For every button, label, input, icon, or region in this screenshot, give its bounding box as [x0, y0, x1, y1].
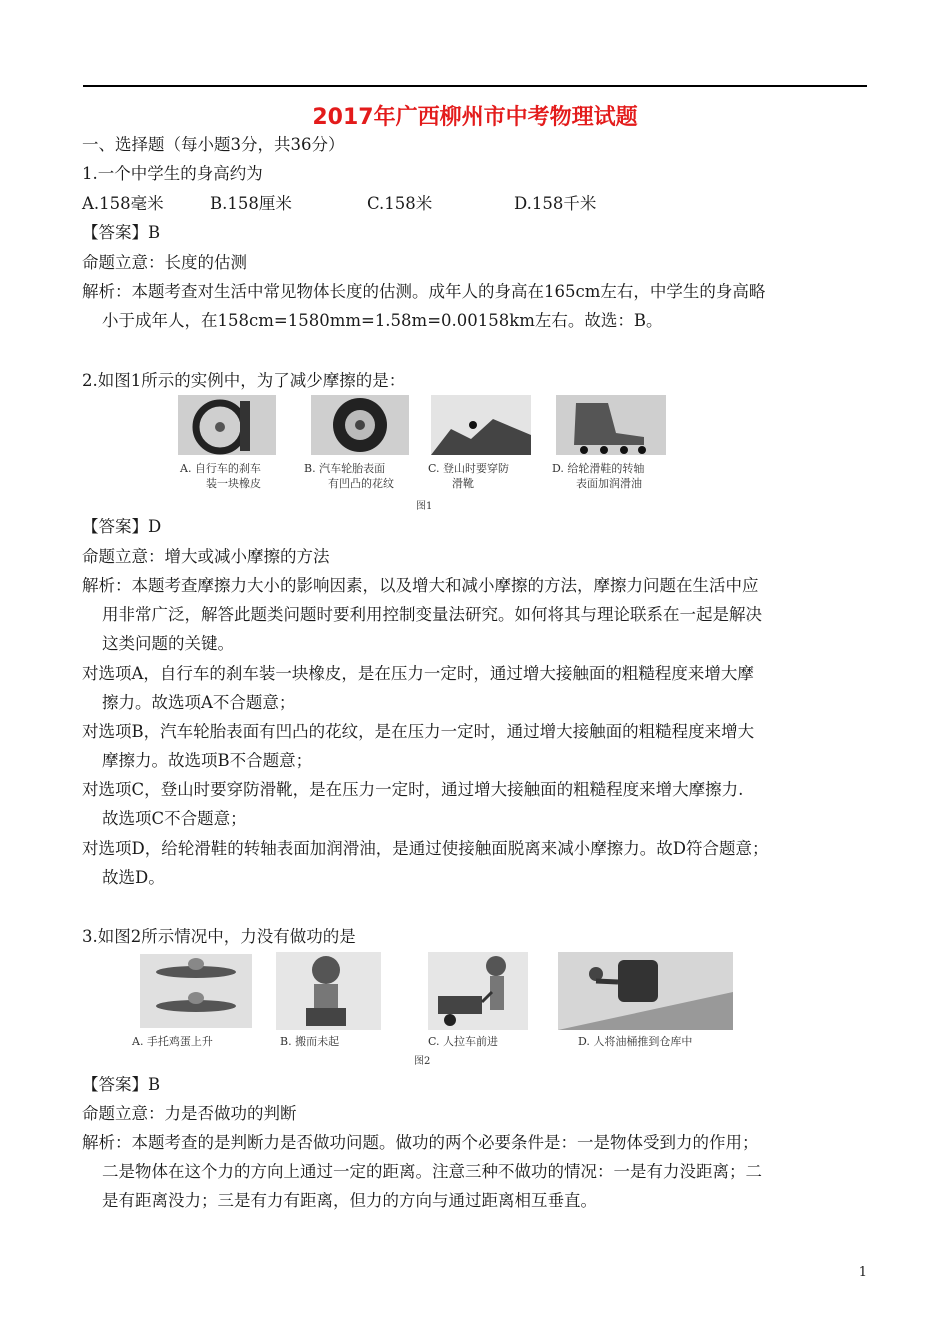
page-title: 2017年广西柳州市中考物理试题: [312, 105, 638, 130]
fig2-caption-a: A. 手托鸡蛋上升: [132, 1035, 213, 1048]
hand-egg-icon: [140, 954, 252, 1028]
q2-answer: 【答案】D: [82, 517, 162, 536]
q1-intent: 命题立意：长度的估测: [82, 253, 247, 272]
cart-person-icon: [428, 952, 528, 1030]
q2-option-a-text: 擦力。故选项A不合题意；: [102, 693, 296, 712]
bicycle-brake-icon: [178, 395, 276, 455]
q3-analysis-line: 是有距离没力；三是有力有距离，但力的方向与通过距离相互垂直。: [102, 1191, 597, 1210]
fig1-caption-a: A. 自行车的刹车 装一块橡皮: [180, 462, 261, 490]
q3-stem: 3.如图2所示情况中，力没有做功的是: [82, 927, 356, 946]
q2-option-a-text: 对选项A，自行车的刹车装一块橡皮，是在压力一定时，通过增大接触面的粗糙程度来增大摩: [82, 664, 754, 683]
figure-1: [176, 393, 676, 511]
q1-answer: 【答案】B: [82, 223, 161, 242]
fig2-caption-d: D. 人将油桶推到仓库中: [578, 1035, 693, 1048]
q2-intent: 命题立意：增大或减小摩擦的方法: [82, 547, 330, 566]
q2-option-c-text: 故选项C不合题意；: [102, 809, 247, 828]
q1-option-c: C.158米: [367, 194, 433, 213]
fig1-caption-b: B. 汽车轮胎表面 有凹凸的花纹: [304, 462, 394, 490]
page-number: 1: [858, 1265, 867, 1280]
q3-answer: 【答案】B: [82, 1075, 161, 1094]
q1-analysis-line: 解析：本题考查对生活中常见物体长度的估测。成年人的身高在165cm左右，中学生的身高略: [82, 282, 766, 301]
q2-option-c-text: 对选项C，登山时要穿防滑靴，是在压力一定时，通过增大接触面的粗糙程度来增大摩擦力.: [82, 780, 744, 799]
tire-icon: [311, 395, 409, 455]
q3-analysis-line: 二是物体在这个力的方向上通过一定的距离。注意三种不做功的情况：一是有力没距离；二: [102, 1162, 762, 1181]
figure-1-label: 图1: [416, 501, 433, 512]
header-rule: [83, 85, 867, 87]
q2-option-d-text: 故选D。: [102, 868, 165, 887]
q1-option-a: A.158毫米: [82, 194, 164, 213]
q1-option-b: B.158厘米: [210, 194, 292, 213]
q1-analysis-line: 小于成年人，在158cm=1580mm=1.58m=0.00158km左右。故选：B。: [102, 311, 663, 330]
q3-analysis-line: 解析：本题考查的是判断力是否做功问题。做功的两个必要条件是：一是物体受到力的作用；: [82, 1133, 759, 1152]
figure-2-label: 图2: [414, 1056, 431, 1067]
section-heading: 一、选择题（每小题3分，共36分）: [82, 135, 345, 154]
lifting-person-icon: [276, 952, 381, 1030]
q3-intent: 命题立意：力是否做功的判断: [82, 1104, 297, 1123]
barrel-push-icon: [558, 952, 733, 1030]
fig2-caption-c: C. 人拉车前进: [428, 1035, 499, 1048]
q1-stem: 1.一个中学生的身高约为: [82, 164, 263, 183]
q2-analysis-line: 这类问题的关键。: [102, 634, 234, 653]
q2-analysis-line: 解析：本题考查摩擦力大小的影响因素，以及增大和减小摩擦的方法，摩擦力问题在生活中应: [82, 576, 759, 595]
q2-analysis-line: 用非常广泛，解答此题类问题时要利用控制变量法研究。如何将其与理论联系在一起是解决: [102, 605, 762, 624]
fig2-caption-b: B. 搬而未起: [280, 1035, 340, 1048]
fig1-caption-d: D. 给轮滑鞋的转轴 表面加润滑油: [552, 462, 645, 490]
q2-stem: 2.如图1所示的实例中，为了减少摩擦的是：: [82, 371, 406, 390]
fig1-caption-c: C. 登山时要穿防 滑靴: [428, 462, 510, 490]
q1-option-d: D.158千米: [514, 194, 597, 213]
q2-option-d-text: 对选项D，给轮滑鞋的转轴表面加润滑油，是通过使接触面脱离来减小摩擦力。故D符合题意；: [82, 839, 769, 858]
figure-2: [128, 950, 756, 1068]
climber-icon: [431, 395, 531, 455]
q2-option-b-text: 对选项B，汽车轮胎表面有凹凸的花纹，是在压力一定时，通过增大接触面的粗糙程度来增大: [82, 722, 755, 741]
q2-option-b-text: 摩擦力。故选项B不合题意；: [102, 751, 313, 770]
skate-icon: [556, 395, 666, 455]
